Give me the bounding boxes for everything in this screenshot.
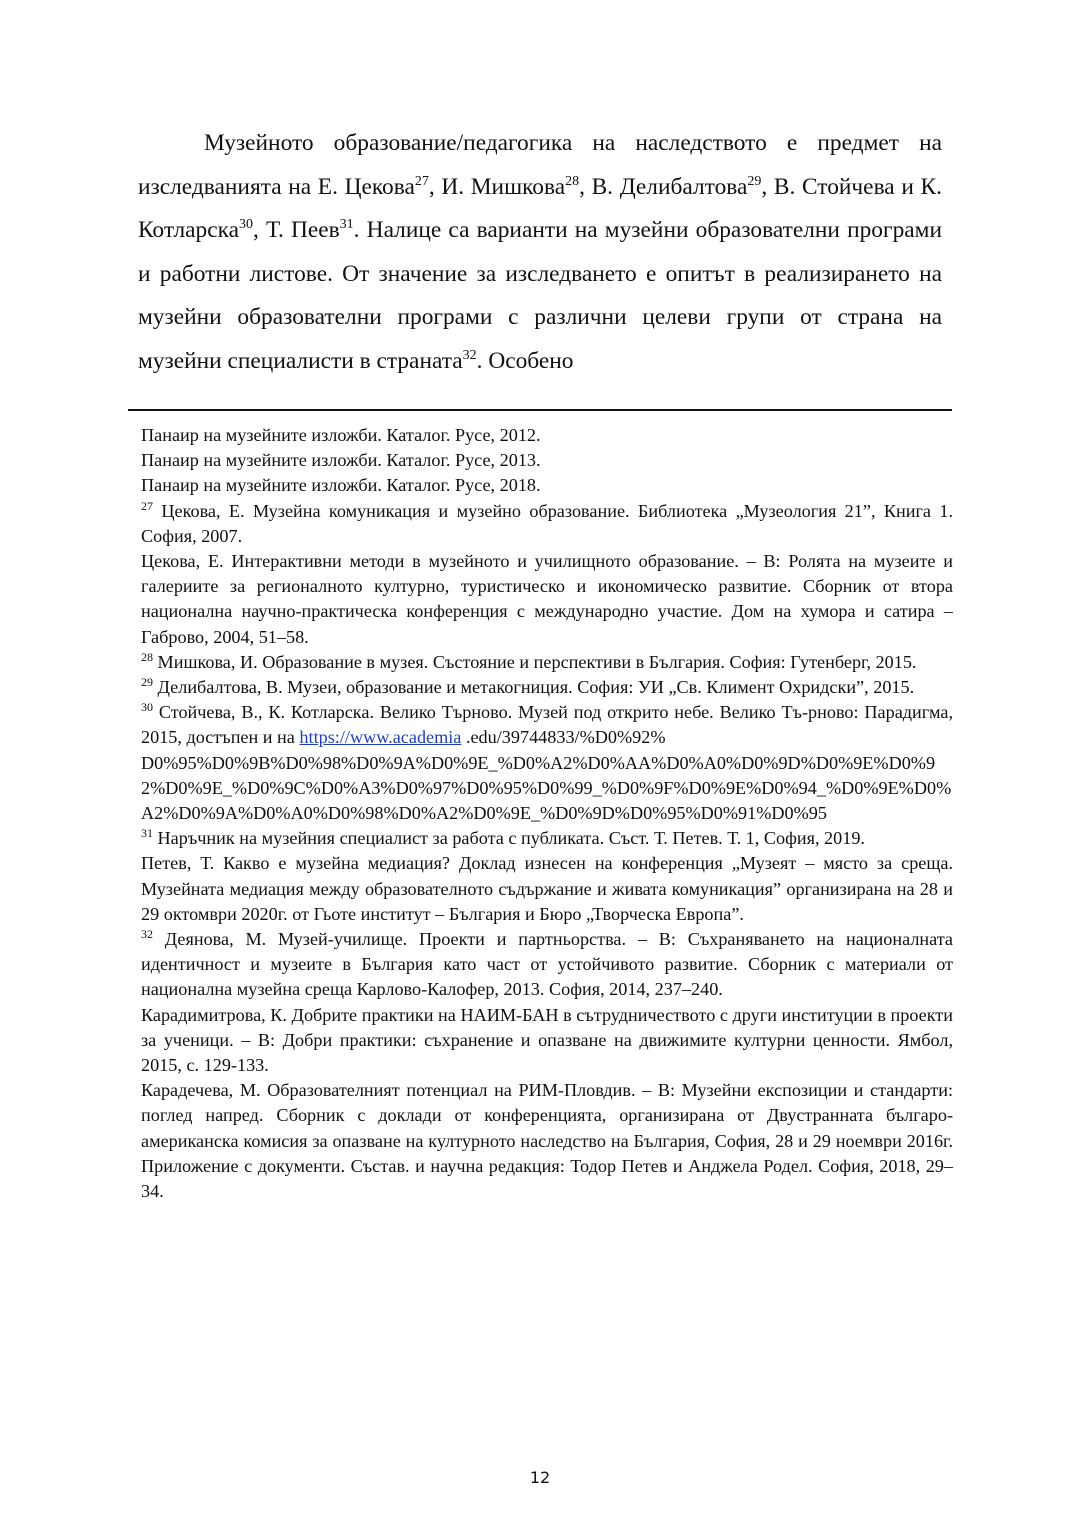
footnote-text: Делибалтова, В. Музеи, образование и метакогниция. София: УИ „Св. Климент Охридски”, 2015. [153,677,915,698]
footnote-text: Наръчник на музейния специалист за работа с публиката. Съст. Т. Петев. Т. 1, София, 2019. [153,828,865,849]
body-text-segment: , И. Мишкова [428,173,566,200]
footnote-28 [141,650,953,675]
footnote-number: 29 [141,674,153,689]
footnote-ref-29[interactable]: 29 [747,173,762,189]
body-text-segment: , В. Стойчева и К. Котларска [138,173,942,244]
footnote-number: 27 [141,498,153,513]
footnote-number: 30 [141,700,153,715]
footnote-29 [141,675,953,700]
footnote-ref-28[interactable]: 28 [565,173,580,189]
footnote-32-extra: Карадимитрова, К. Добрите практики на НАИМ-БАН в сътрудничеството с други институции в проекти за ученици. – В: Добри практики: съхранение и опазване на движимите културни ценности. Ямбол, 2015, с. 129-133. [141,1004,953,1076]
footnote-ref-27[interactable]: 27 [414,173,429,189]
body-text-segment: . Налице са варианти на музейни образователни програми и работни листове. От значение за изследването е опитът в реализирането на музейни образователни програми с различни целеви групи от страна на музейни специалисти в страната [138,217,942,374]
footnote-url-tail: .edu/39744833/%D0%92% [461,727,666,748]
footnotes-section [141,423,953,1204]
footnote-32-extra: Карадечева, М. Образователният потенциал на РИМ-Пловдив. – В: Музейни експозиции и стандарти: поглед напред. Сборник с доклади от конференцията, организирана от Двустранната българо-американска комисия за опазване на културното наследство на България, София, 28 и 29 ноември 2016г. Приложение с документи. Състав. и научна редакция: Тодор Петев и Анджела Родел. София, 2018, 29–34. [141,1080,953,1202]
page-number: 12 [529,1468,551,1487]
body-text-segment: , В. Делибалтова [579,173,748,200]
body-text-segment: , Т. Пеев [253,217,340,244]
footnote-31 [141,826,953,851]
footnote-continuation: Панаир на музейните изложби. Каталог. Русе, 2012. [141,425,541,445]
footnote-number: 28 [141,649,153,664]
footnote-text: Мишкова, И. Образование в музея. Състояние и перспективи в България. София: Гутенберг, 2015. [153,651,917,672]
footnote-ref-30[interactable]: 30 [239,217,253,233]
footnote-text: Деянова, М. Музей-училище. Проекти и партньорства. – В: Съхраняването на националната идентичност и музеите в България като част от устойчивото развитие. Сборник с материали от национална музейна среща Карлово-Калофер, 2013. София, 2014, 237–240. [141,929,953,1000]
footnote-30 [141,700,953,750]
footnote-number: 31 [141,826,153,841]
body-text-segment: . Особено [476,347,574,374]
footnote-number: 32 [141,927,153,941]
academia-link[interactable]: https://www.academia [299,727,462,748]
footnote-continuation: Панаир на музейните изложби. Каталог. Русе, 2013. [141,450,541,471]
footnote-27 [141,499,953,549]
footnote-ref-31[interactable]: 31 [339,217,354,233]
footnote-31-extra: Петев, Т. Какво е музейна медиация? Доклад изнесен на конференция „Музеят – място за среща. Музейната медиация между образователното съдържание и живата комуникация” организирана на 28 и 29 октомври 2020г. от Гьоте институт – България и Бюро „Творческа Европа”. [141,853,953,924]
footnote-separator [128,409,952,411]
body-paragraph [138,122,942,384]
footnote-text: Цекова, Е. Музейна комуникация и музейно образование. Библиотека „Музеология 21”, Книга 1. София, 2007. [141,500,953,546]
footnote-32 [141,927,953,1003]
body-text-segment: Музейното образование/педагогика на наследството е предмет на изследванията на Е. Цекова [138,130,942,200]
footnote-30-url: D0%95%D0%9B%D0%98%D0%9A%D0%9E_%D0%A2%D0%AA%D0%A0%D0%9D%D0%9E%D0%92%D0%9E_%D0%9C%D0%A3%D0%97%D0%95%D0%99_%D0%9F%D0%9E%D0%94_%D0%9E%D0%A2%D0%9A%D0%A0%D0%98%D0%A2%D0%9E_%D0%9D%D0%95%D0%91%D0%95 [141,752,952,824]
footnote-text: Стойчева, В., К. Котларска. Велико Търново. Музей под открито небе. Велико Тъ-рново: Парадигма, 2015, достъпен и на [141,702,953,748]
footnote-continuation: Панаир на музейните изложби. Каталог. Русе, 2018. [141,475,541,496]
footnote-27-extra: Цекова, Е. Интерактивни методи в музейното и училищното образование. – В: Ролята на музеите и галериите за регионалното културно, туристическо и икономическо развитие. Сборник от втора национална научно-практическа конференция с международно участие. Дом на хумора и сатира – Габрово, 2004, 51–58. [141,551,953,647]
footnote-ref-32[interactable]: 32 [462,348,477,364]
